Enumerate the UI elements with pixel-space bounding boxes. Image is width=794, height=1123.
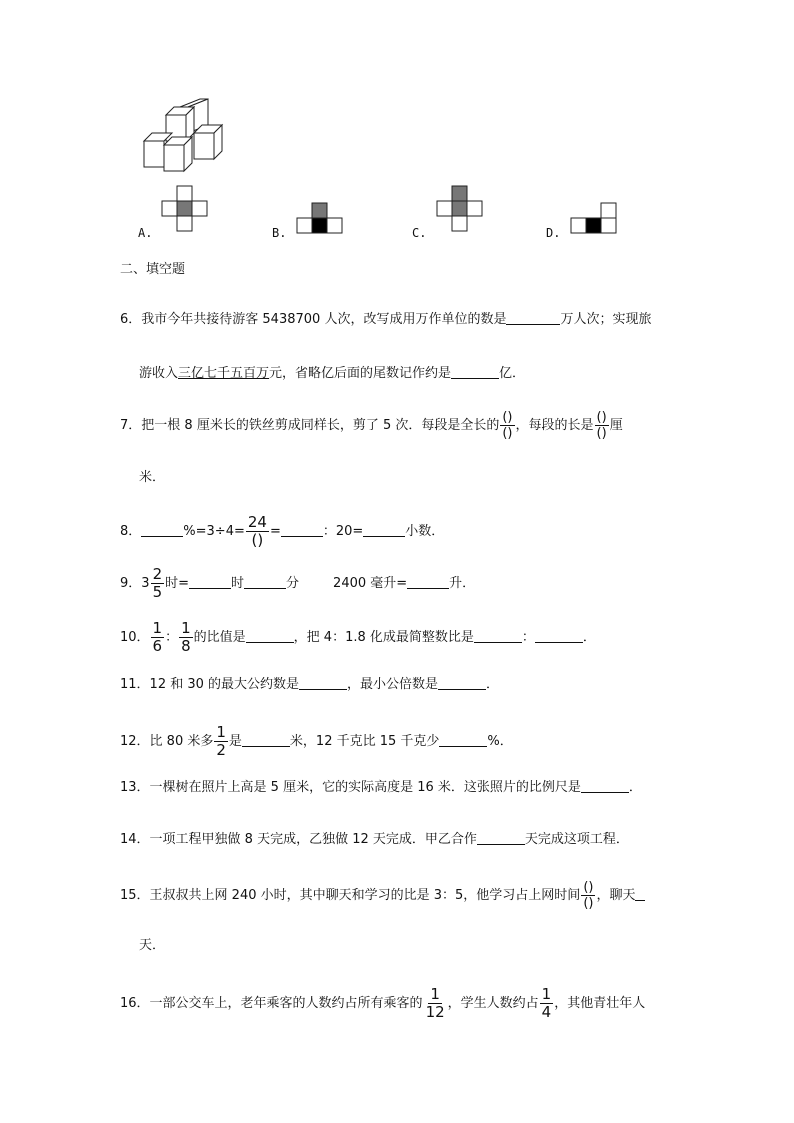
question-12 [120,724,513,759]
q8-blank-1[interactable] [141,522,183,537]
q12-text-2: 是 [228,734,242,749]
q6-text-4: 元，省略亿后面的尾数记作约是 [269,366,452,381]
q11-text-1: 12 和 30 的最大公约数是 [149,677,300,692]
q11-blank-1[interactable] [299,675,347,690]
option-d-figure [569,200,621,240]
q9-mixed-number [141,566,165,601]
q10-text-1: 的比值是 [193,630,246,645]
q10-colon: ： [165,630,179,645]
q7-frac1-numerator: () [502,410,513,425]
q12-frac-numerator: 1 [216,723,226,741]
question-15-line-2 [139,936,165,956]
q12-number: 12． [120,734,150,749]
question-15-line-1 [120,880,645,911]
q16-fraction-2 [540,986,554,1021]
section-title: 二、填空题 [120,262,186,277]
q6-text-3: 游收入 [139,366,179,381]
q7-frac1-denominator: () [502,426,513,441]
q9-text-5: 升． [449,576,476,591]
question-11 [120,675,499,695]
q8-number: 8． [120,524,142,539]
question-6-line-1 [120,310,651,330]
q13-number: 13． [120,780,150,795]
option-b-figure [295,200,345,240]
q9-text-1: 时= [165,576,190,591]
q16-frac2-numerator: 1 [541,985,552,1003]
q8-frac-numerator: 24 [247,513,267,531]
q9-text-3: 分 [286,576,300,591]
question-7-line-2 [139,468,165,488]
cube-stack-figure [138,95,248,185]
q7-text-2: ，每段的长是 [515,418,594,433]
q9-text-4: 2400 毫升= [333,576,408,591]
q15-blank-1[interactable] [635,886,645,901]
q10-frac1-numerator: 1 [152,619,163,637]
question-13 [120,778,642,798]
q6-underlined-amount: 三亿七千五百万 [178,366,270,381]
q9-blank-2[interactable] [244,574,286,589]
q8-fraction[interactable] [246,514,269,549]
q7-number: 7． [120,418,142,433]
q11-number: 11． [120,677,150,692]
q16-text-2: ，学生人数约占 [447,996,539,1011]
q9-whole: 3 [141,575,150,591]
q9-blank-3[interactable] [407,574,449,589]
q10-number: 10． [120,630,150,645]
q10-frac2-denominator: 8 [181,637,191,655]
q9-frac-denominator: 5 [152,583,163,601]
q10-frac2-numerator: 1 [181,619,191,637]
q12-blank-1[interactable] [242,732,290,747]
question-16 [120,986,645,1021]
q16-number: 16． [120,996,150,1011]
q15-frac-numerator: () [583,880,594,895]
option-a-figure [160,185,210,235]
q8-frac-denominator: () [251,531,264,549]
q6-text-5: 亿． [499,366,526,381]
q16-text-3: ，其他青壮年人 [554,996,646,1011]
q14-text-2: 天完成这项工程． [524,832,629,847]
q15-text-2: ，聊天 [596,888,636,903]
q10-fraction-1 [151,620,165,655]
q10-fraction-2 [179,620,193,655]
q6-blank-2[interactable] [451,364,499,379]
q8-blank-3[interactable] [363,522,405,537]
q7-fraction-2[interactable] [595,410,609,441]
q10-text-4: ． [582,630,596,645]
q9-number: 9． [120,576,142,591]
q9-text-2: 时 [231,576,245,591]
q9-frac-numerator: 2 [152,565,163,583]
q8-blank-2[interactable] [281,522,323,537]
q6-text-2: 万人次；实现旅 [560,312,652,327]
q12-text-3: 米，12 千克比 15 千克少 [289,734,440,749]
q12-fraction [214,724,228,759]
q13-text-1: 一棵树在照片上高是 5 厘米，它的实际高度是 16 米．这张照片的比例尺是 [149,780,581,795]
question-10 [120,620,596,655]
q15-frac-denominator: () [583,896,594,911]
q11-text-2: ，最小公倍数是 [347,677,439,692]
q11-blank-2[interactable] [438,675,486,690]
q6-text-1: 我市今年共接待游客 5438700 人次，改写成用万作单位的数是 [141,312,507,327]
option-d-label: D. [546,226,561,240]
option-c-label: C. [412,226,427,240]
question-14 [120,830,629,850]
q10-blank-2[interactable] [474,628,522,643]
q10-text-3: ： [521,630,535,645]
q14-blank-1[interactable] [477,830,525,845]
q10-text-2: ，把 4：1.8 化成最简整数比是 [293,630,474,645]
q16-fraction-1 [424,986,447,1021]
q13-text-2: ． [628,780,642,795]
question-8 [120,514,444,549]
question-9 [120,566,475,601]
q6-number: 6． [120,312,142,327]
q7-frac2-denominator: () [596,426,607,441]
q16-frac1-denominator: 12 [425,1003,445,1021]
q11-text-3: ． [486,677,500,692]
q12-text-4: %． [487,734,513,749]
q7-text-1: 把一根 8 厘米长的铁丝剪成同样长，剪了 5 次．每段是全长的 [141,418,500,433]
q8-text-2: = [269,524,281,539]
q7-text-3: 厘 [609,418,623,433]
q12-blank-2[interactable] [439,732,487,747]
option-a-label: A. [138,226,153,240]
q10-blank-1[interactable] [246,628,294,643]
q15-text-3: 天． [139,938,166,953]
q16-frac1-numerator: 1 [430,985,440,1003]
q9-blank-1[interactable] [189,574,231,589]
q10-blank-3[interactable] [535,628,583,643]
q13-blank-1[interactable] [581,778,629,793]
q14-text-1: 一项工程甲独做 8 天完成，乙独做 12 天完成．甲乙合作 [149,832,477,847]
option-c-figure [435,185,485,235]
q8-text-4: 小数． [405,524,445,539]
q12-text-1: 比 80 米多 [149,734,214,749]
q16-text-1: 一部公交车上，老年乘客的人数约占所有乘客的 [149,996,423,1011]
q14-number: 14． [120,832,150,847]
q6-blank-1[interactable] [506,310,560,325]
option-b-label: B. [272,226,287,240]
q7-fraction-1[interactable] [500,410,514,441]
q8-text-1: %=3÷4= [183,524,245,539]
q8-text-3: ：20= [322,524,364,539]
q16-frac2-denominator: 4 [541,1003,552,1021]
q12-frac-denominator: 2 [216,741,226,759]
q9-fraction [151,566,165,601]
q15-fraction[interactable] [581,880,595,911]
q7-frac2-numerator: () [596,410,607,425]
question-6-line-2 [139,364,525,384]
q15-number: 15． [120,888,150,903]
q7-text-4: 米． [139,470,166,485]
q15-text-1: 王叔叔共上网 240 小时，其中聊天和学习的比是 3：5，他学习占上网时间 [149,888,581,903]
q10-frac1-denominator: 6 [152,637,163,655]
question-7-line-1 [120,410,623,441]
